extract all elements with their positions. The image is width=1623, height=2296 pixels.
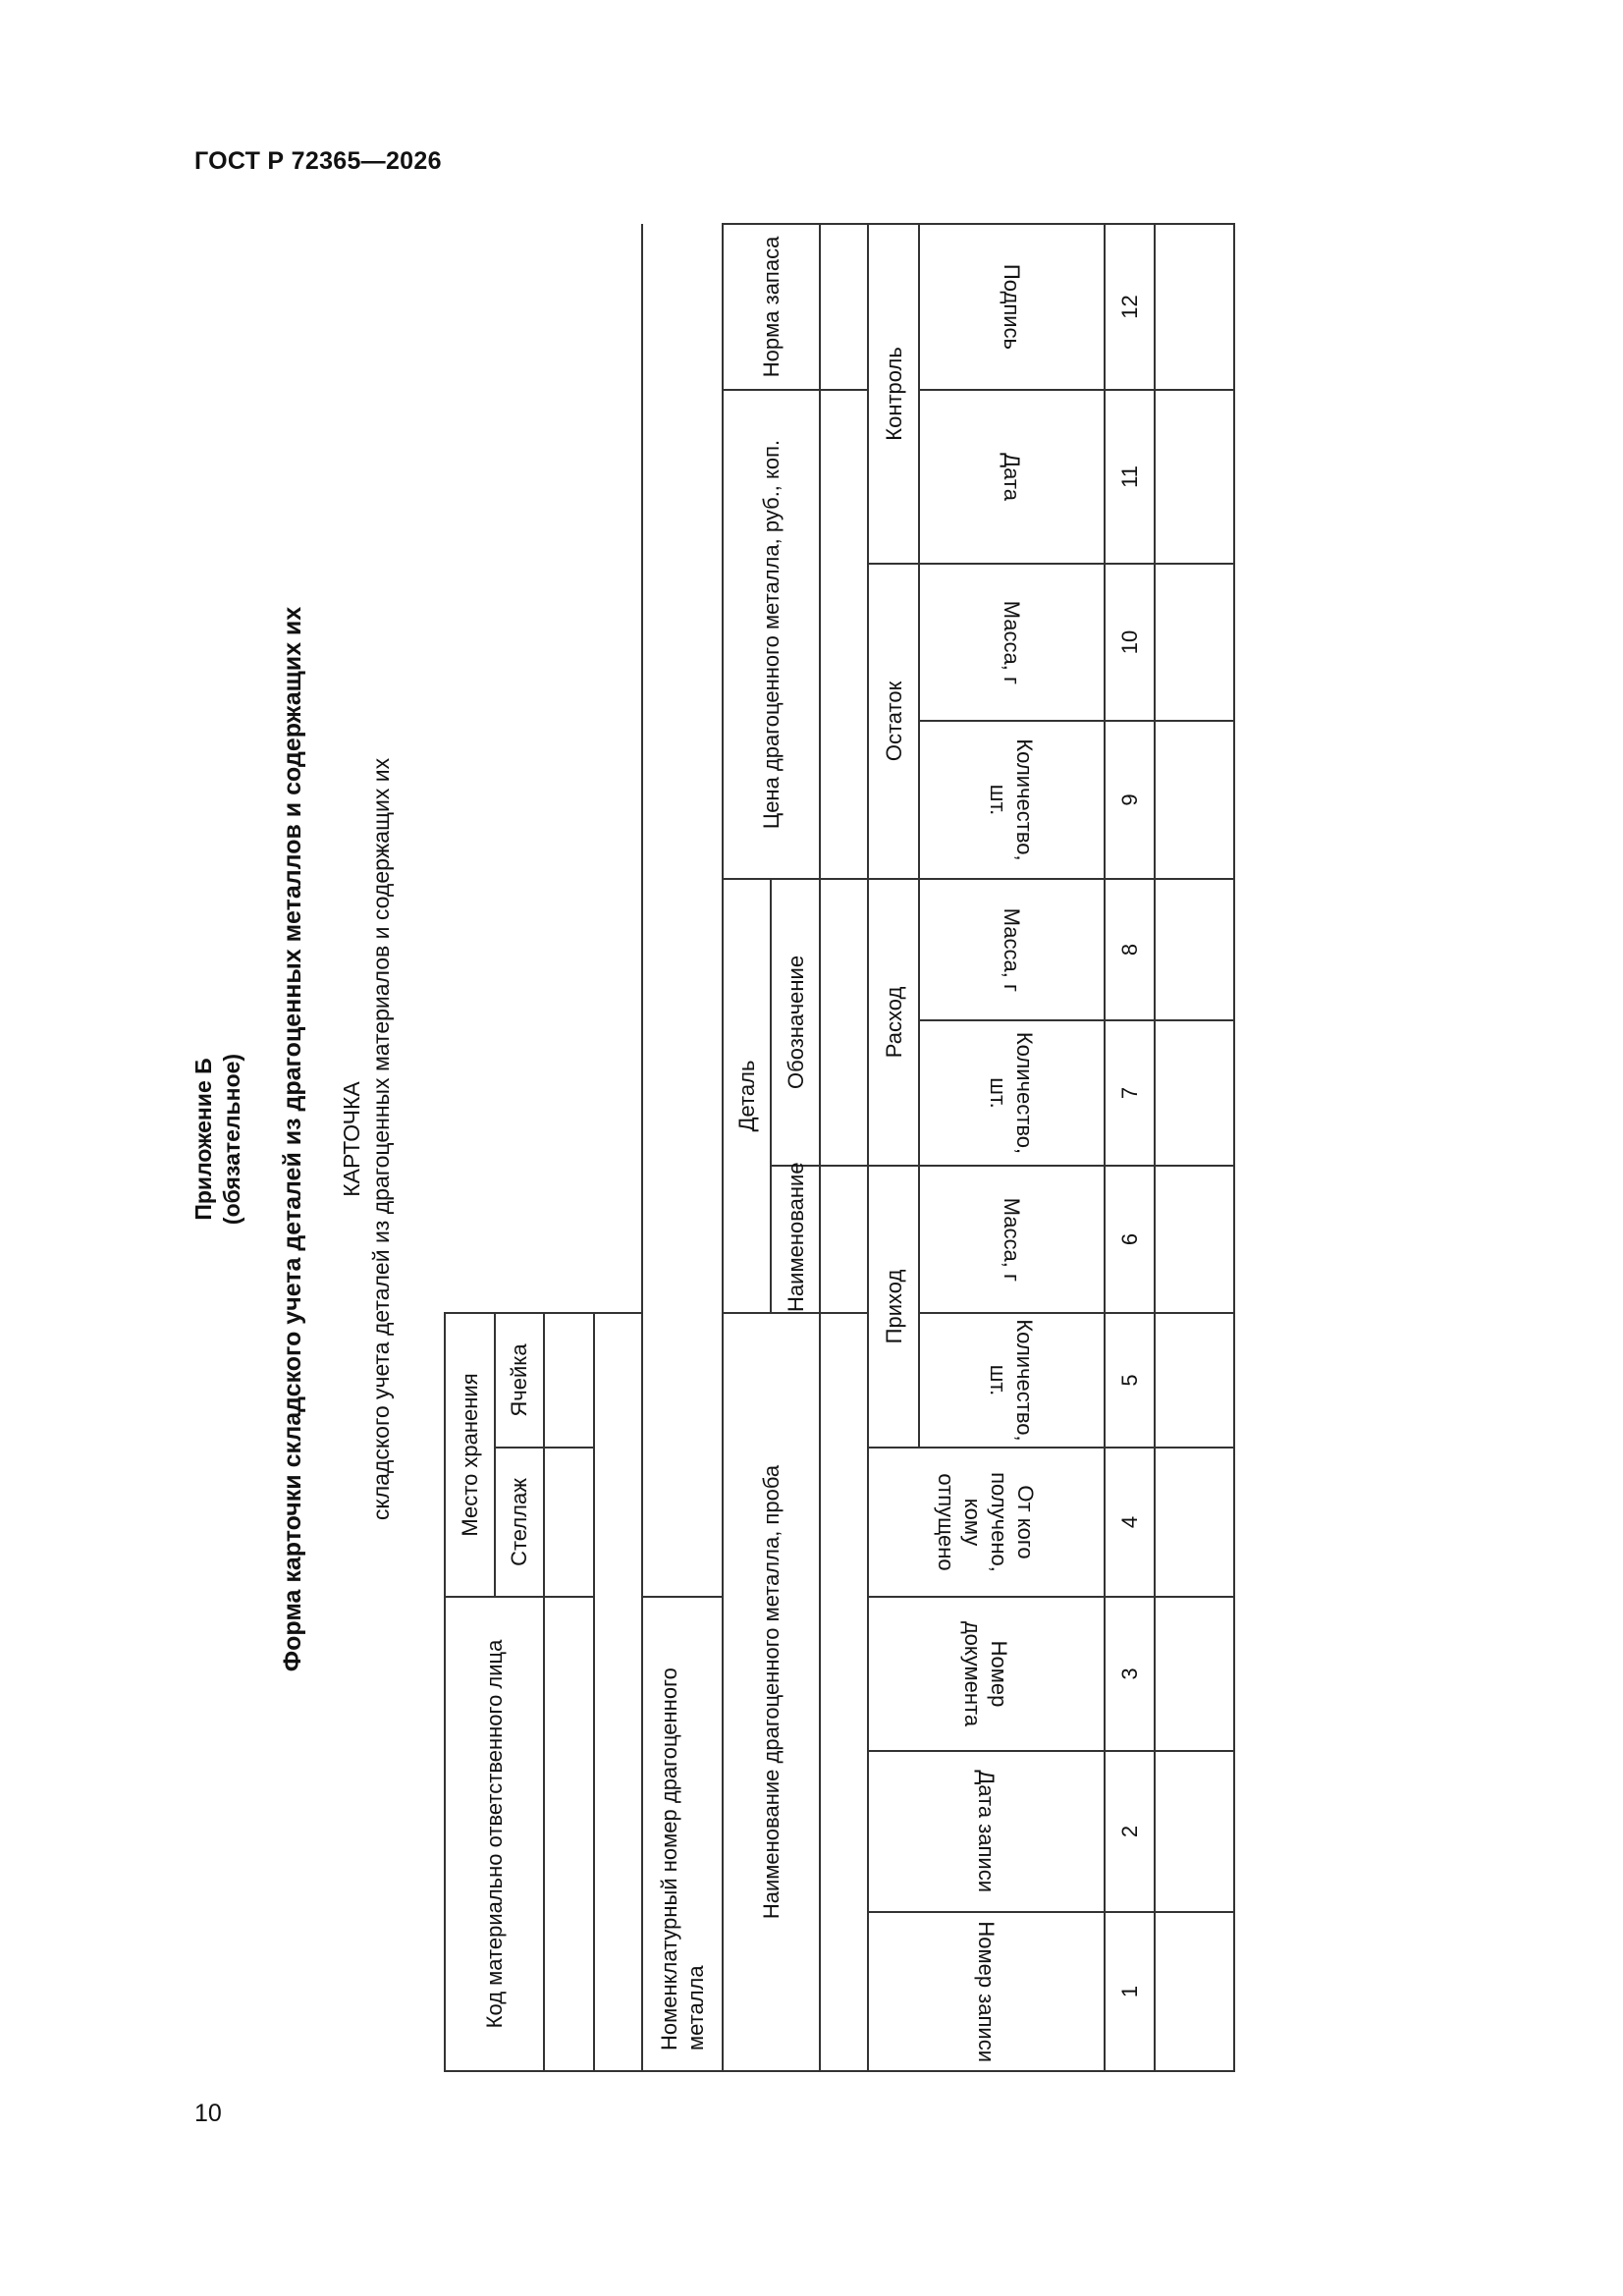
- data-cell[interactable]: [1155, 1751, 1234, 1912]
- col-balance: [868, 564, 919, 879]
- detail-name-header: [771, 1162, 819, 1313]
- column-number: 3: [1105, 1597, 1156, 1751]
- column-number: 5: [1105, 1313, 1156, 1448]
- col-income: [868, 1166, 919, 1448]
- nomenclature-label: Номенклатурный номер драгоценного металла: [656, 1667, 708, 2050]
- income-qty-label: Количество, шт.: [986, 1319, 1038, 1442]
- col-income-mass: [919, 1166, 1105, 1313]
- expense-mass-label: Масса, г: [999, 907, 1024, 992]
- col-balance-mass: [919, 564, 1105, 721]
- column-number: 11: [1105, 390, 1156, 564]
- cell-value[interactable]: [544, 1313, 594, 1448]
- balance-qty-label: Количество, шт.: [986, 738, 1038, 861]
- data-cell[interactable]: [1155, 1313, 1234, 1448]
- data-cell[interactable]: [1155, 224, 1234, 390]
- col-control: [868, 224, 919, 564]
- col-expense-mass: [919, 879, 1105, 1020]
- metal-name-value[interactable]: [820, 1313, 868, 2071]
- resp-code-header: [445, 1597, 544, 2071]
- balance-mass-label: Масса, г: [999, 600, 1024, 684]
- nomenclature-value[interactable]: [642, 224, 723, 1597]
- spacer-cell: [594, 1313, 642, 2071]
- rotated-content: [177, 206, 1257, 2072]
- rack-header: [495, 1448, 545, 1597]
- card-subtitle: складского учета деталей из драгоценных материалов и содержащих их: [368, 757, 394, 1521]
- col-income-qty: [919, 1313, 1105, 1448]
- card-title: КАРТОЧКА: [339, 1081, 364, 1197]
- rack-value[interactable]: [544, 1448, 594, 1597]
- column-number: 2: [1105, 1751, 1156, 1912]
- column-number: 8: [1105, 879, 1156, 1020]
- col-control-signature: [919, 224, 1105, 390]
- rack-label: Стеллаж: [507, 1478, 532, 1566]
- detail-header: [723, 879, 771, 1313]
- data-cell[interactable]: [1155, 1448, 1234, 1597]
- stock-norm-value[interactable]: [820, 224, 868, 390]
- resp-code-label: Код материально ответственного лица: [482, 1639, 507, 2029]
- column-number: 10: [1105, 564, 1156, 721]
- storage-header: [445, 1313, 495, 1597]
- control-signature-label: Подпись: [999, 263, 1024, 350]
- expense-qty-label: Количество, шт.: [986, 1031, 1038, 1155]
- header-blank-top: [445, 224, 642, 1313]
- col-doc-no: [868, 1597, 1104, 1751]
- cell-header: [495, 1313, 545, 1448]
- cell-label: Ячейка: [507, 1343, 532, 1417]
- detail-name-value[interactable]: [820, 1166, 868, 1313]
- control-date-label: Дата: [999, 453, 1024, 501]
- stock-norm-label: Норма запаса: [758, 236, 784, 378]
- annex-title: Приложение Б: [190, 1058, 216, 1221]
- col-control-date: [919, 390, 1105, 564]
- income-label: Приход: [881, 1269, 906, 1344]
- form-title: Форма карточки складского учета деталей из драгоценных металлов и содержащих их: [279, 606, 306, 1672]
- data-cell[interactable]: [1155, 879, 1234, 1020]
- column-number: 4: [1105, 1448, 1156, 1597]
- income-mass-label: Масса, г: [999, 1197, 1024, 1282]
- annex-status: (обязательное): [219, 1053, 244, 1226]
- data-cell[interactable]: [1155, 1912, 1234, 2071]
- registration-card-table: [444, 223, 1235, 2072]
- data-cell[interactable]: [1155, 390, 1234, 564]
- storage-label: Место хранения: [457, 1373, 482, 1537]
- expense-label: Расход: [881, 986, 906, 1059]
- data-cell[interactable]: [1155, 1020, 1234, 1166]
- metal-name-header: [723, 1313, 820, 2071]
- data-cell[interactable]: [1155, 1597, 1234, 1751]
- column-number: 7: [1105, 1020, 1156, 1166]
- column-number: 1: [1105, 1912, 1156, 2071]
- doc-no-label: Номер документа: [960, 1620, 1012, 1727]
- data-cell[interactable]: [1155, 721, 1234, 879]
- record-no-label: Номер записи: [973, 1921, 999, 2062]
- metal-name-label: Наименование драгоценного металла, проба: [758, 1464, 784, 1920]
- col-expense: [868, 879, 919, 1166]
- col-record-date: [868, 1751, 1104, 1912]
- col-balance-qty: [919, 721, 1105, 879]
- page-header: ГОСТ Р 72365—2026: [194, 147, 442, 175]
- col-record-no: [868, 1912, 1104, 2071]
- data-cell[interactable]: [1155, 1166, 1234, 1313]
- detail-designation-label: Обозначение: [783, 955, 808, 1089]
- column-number: 9: [1105, 721, 1156, 879]
- price-header: [723, 390, 820, 879]
- column-number: 12: [1105, 224, 1156, 390]
- detail-designation-header: [771, 879, 819, 1166]
- nomenclature-header: [642, 1597, 723, 2071]
- price-label: Цена драгоценного металла, руб., коп.: [758, 439, 784, 830]
- price-value[interactable]: [820, 390, 868, 879]
- record-date-label: Дата записи: [973, 1770, 999, 1893]
- detail-label: Деталь: [734, 1060, 760, 1132]
- control-label: Контроль: [881, 347, 906, 441]
- stock-norm-header: [723, 224, 820, 390]
- col-expense-qty: [919, 1020, 1105, 1166]
- col-from-to: [868, 1448, 1104, 1597]
- from-to-label: От кого получено, кому отпущено: [934, 1472, 1039, 1572]
- page-number: 10: [194, 2100, 222, 2127]
- detail-designation-value[interactable]: [820, 879, 868, 1166]
- data-cell[interactable]: [1155, 564, 1234, 721]
- balance-label: Остаток: [881, 681, 906, 762]
- column-number: 6: [1105, 1166, 1156, 1313]
- detail-name-label: Наименование: [783, 1162, 808, 1312]
- resp-code-value[interactable]: [544, 1597, 594, 2071]
